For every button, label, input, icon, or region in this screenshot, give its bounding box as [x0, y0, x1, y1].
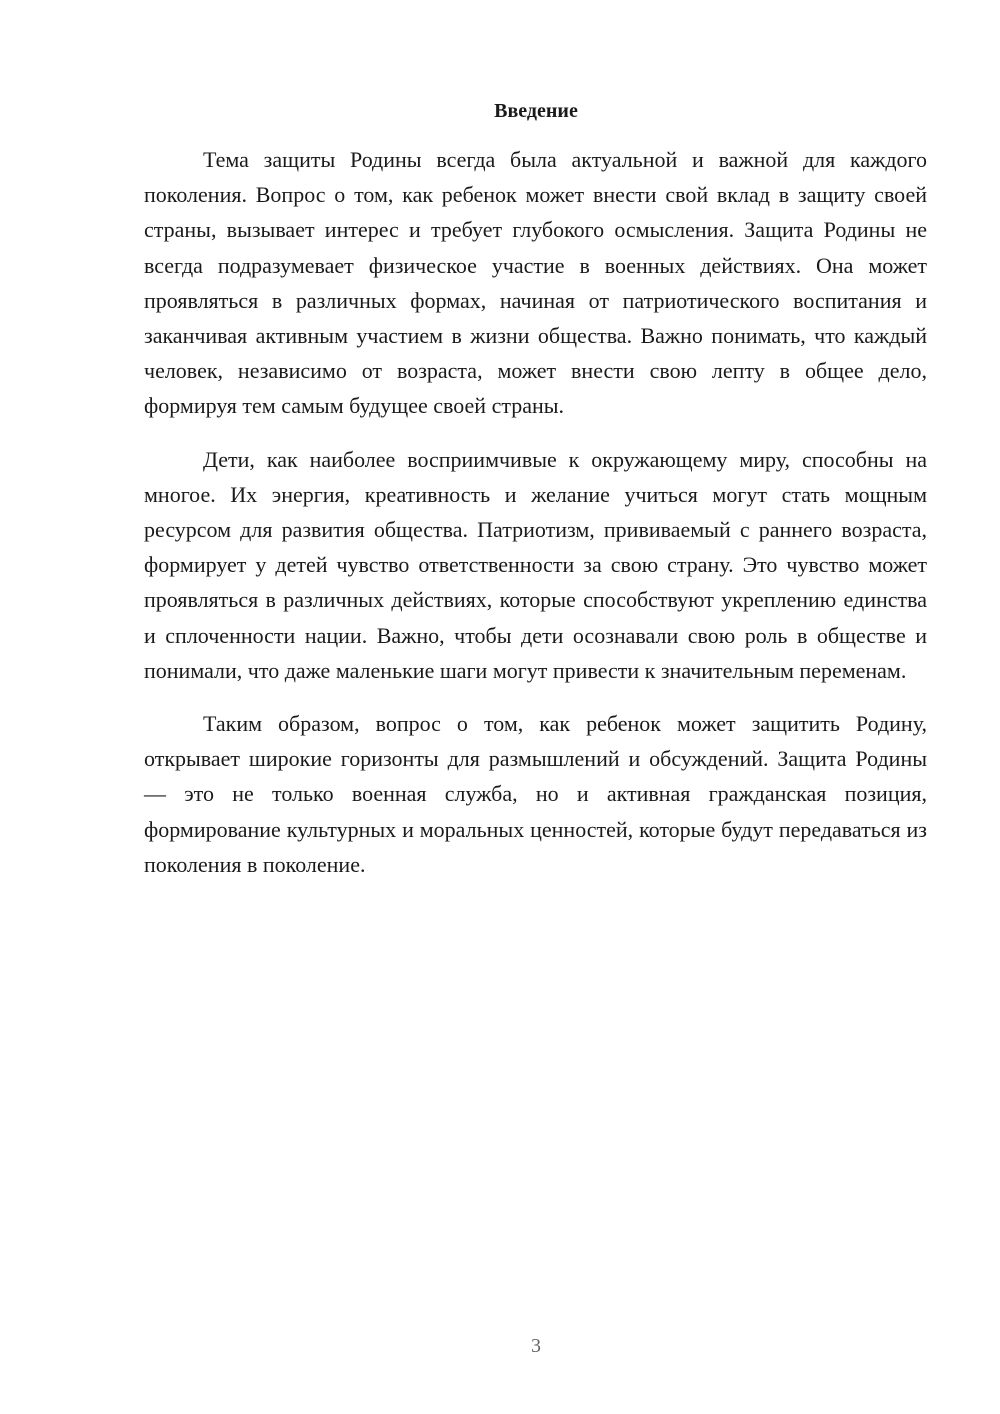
paragraph-3: Таким образом, вопрос о том, как ребенок может защитить Родину, открывает широкие горизонты для размышлений и обсуждений. Защита Родины — это не только военная служба, но и активная гражданская позиция, формирование культурных и моральных ценностей, которые будут передаваться из поколения в поколение.	[144, 711, 927, 877]
body-text	[144, 142, 927, 900]
page-number: 3	[531, 1335, 541, 1357]
section-heading: Введение	[494, 100, 578, 122]
paragraph-1: Тема защиты Родины всегда была актуальной и важной для каждого поколения. Вопрос о том, как ребенок может внести свой вклад в защиту своей страны, вызывает интерес и требует глубокого осмысления. Защита Родины не всегда подразумевает физическое участие в военных действиях. Она может проявляться в различных формах, начиная от патриотического воспитания и заканчивая активным участием в жизни общества. Важно понимать, что каждый человек, независимо от возраста, может внести свою лепту в общее дело, формируя тем самым будущее своей страны.	[144, 147, 927, 419]
paragraph-2: Дети, как наиболее восприимчивые к окружающему миру, способны на многое. Их энергия, креативность и желание учиться могут стать мощным ресурсом для развития общества. Патриотизм, прививаемый с раннего возраста, формирует у детей чувство ответственности за свою страну. Это чувство может проявляться в различных действиях, которые способствуют укреплению единства и сплоченности нации. Важно, чтобы дети осознавали свою роль в обществе и понимали, что даже маленькие шаги могут привести к значительным переменам.	[144, 446, 927, 683]
